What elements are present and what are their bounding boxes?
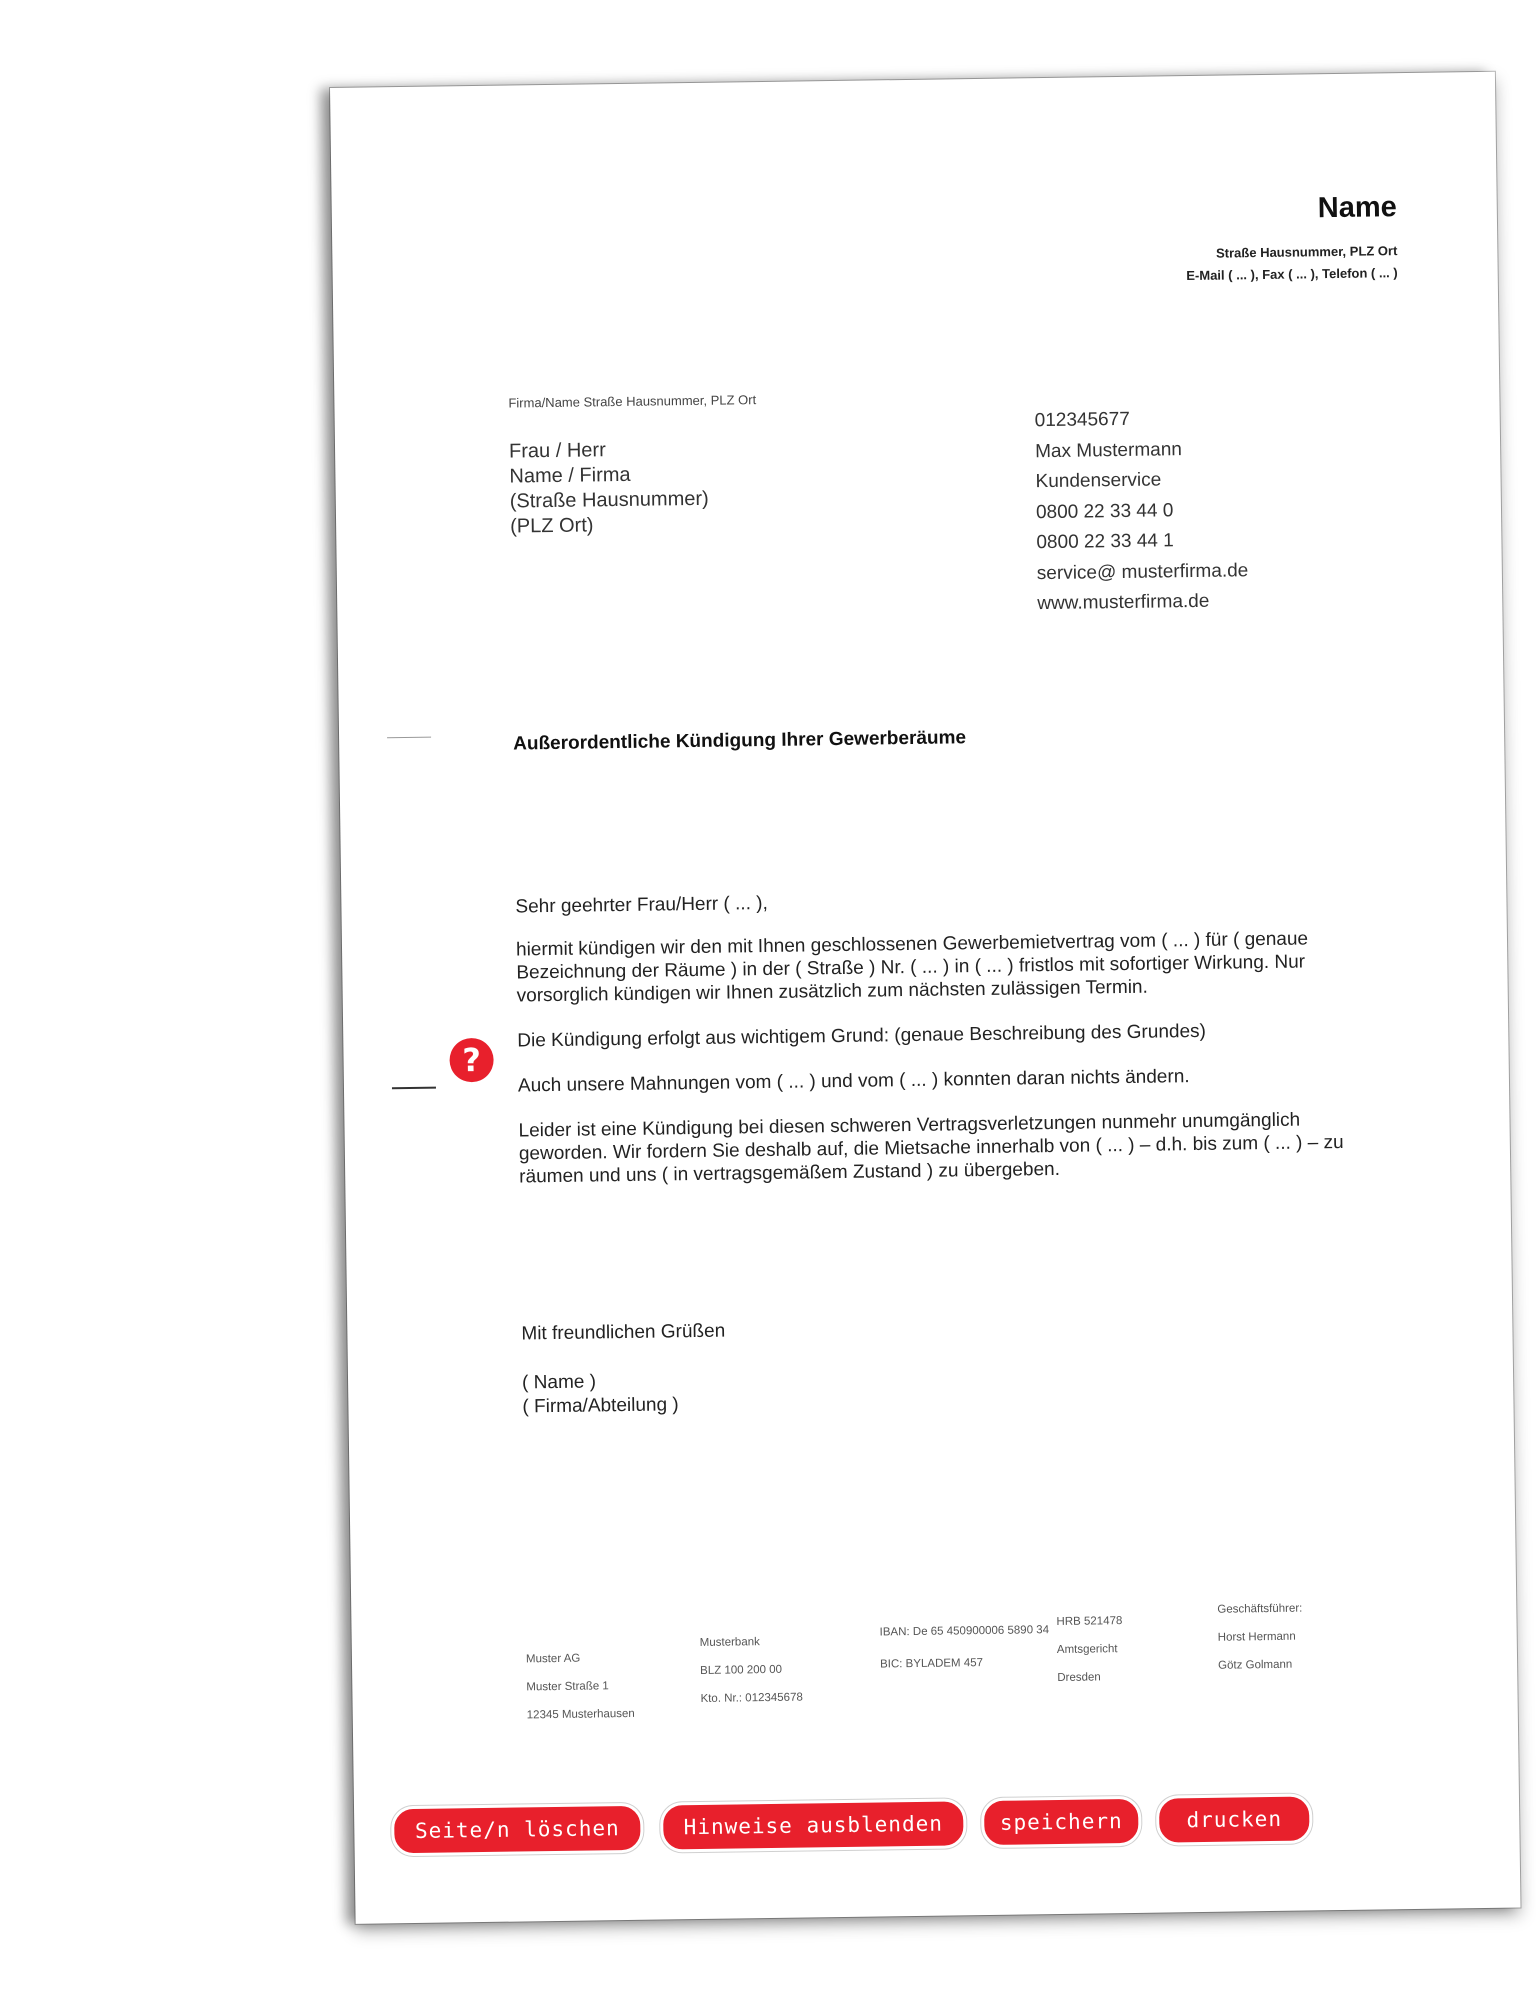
signature-line: ( Name )	[521, 1371, 597, 1394]
signature-line: ( Firma/Abteilung )	[522, 1394, 679, 1418]
footer-line: Dresden	[1057, 1671, 1101, 1685]
recipient-address	[509, 437, 709, 540]
fold-mark	[392, 1087, 436, 1090]
return-address: Firma/Name Straße Hausnummer, PLZ Ort	[508, 392, 757, 411]
contact-line: service@ musterfirma.de	[1036, 559, 1249, 584]
letter-page	[330, 72, 1521, 1924]
footer-management	[1217, 1595, 1303, 1680]
salutation: Sehr geehrter Frau/Herr ( ... ),	[515, 892, 768, 918]
footer-iban	[879, 1614, 1049, 1680]
footer-line: Musterbank	[699, 1636, 760, 1649]
help-icon[interactable]: ?	[449, 1038, 494, 1083]
footer-line: Horst Hermann	[1217, 1630, 1296, 1644]
contact-line: Kundenservice	[1035, 469, 1162, 493]
print-button[interactable]: drucken	[1156, 1793, 1313, 1845]
signature-block	[522, 1369, 679, 1419]
recipient-line: Name / Firma	[509, 463, 631, 488]
save-button[interactable]: speichern	[981, 1796, 1142, 1848]
recipient-line: (Straße Hausnummer)	[509, 487, 709, 513]
body-paragraph: Auch unsere Mahnungen vom ( ... ) und vom ( ... ) konnten daran nichts ändern.	[517, 1066, 1190, 1097]
body-paragraph: hiermit kündigen wir den mit Ihnen geschlossenen Gewerbemietvertrag vom ( ... ) für ( genaue Bezeichnung der Räume ) in der ( Straße ) Nr. ( ... ) in ( ... ) fristlos mit sofortiger Wirkung. Nur vorsorglich kündigen wir Ihnen zusätzlich zum nächsten zulässigen Termin.	[515, 928, 1309, 1007]
footer-bank	[700, 1628, 803, 1713]
contact-line: 0800 22 33 44 0	[1035, 499, 1174, 523]
footer-line: BIC: BYLADEM 457	[879, 1657, 984, 1671]
contact-line: Max Mustermann	[1034, 438, 1183, 462]
body-paragraph: Die Kündigung erfolgt aus wichtigem Grund: (genaue Beschreibung des Grundes)	[517, 1020, 1207, 1052]
contact-line: 0800 22 33 44 1	[1036, 530, 1174, 554]
closing: Mit freundlichen Grüßen	[521, 1320, 726, 1345]
footer-company	[526, 1644, 635, 1730]
letter-body	[515, 884, 1359, 1211]
letter-subject: Außerordentliche Kündigung Ihrer Gewerberäume	[513, 727, 967, 755]
recipient-line: (PLZ Ort)	[509, 514, 594, 538]
fold-mark	[387, 737, 431, 739]
footer-line: HRB 521478	[1056, 1615, 1123, 1629]
recipient-line: Frau / Herr	[508, 439, 606, 463]
delete-pages-button[interactable]: Seite/n löschen	[391, 1803, 644, 1857]
footer-line: Muster Straße 1	[526, 1680, 609, 1694]
hide-hints-button[interactable]: Hinweise ausblenden	[660, 1798, 967, 1852]
sender-address: Straße Hausnummer, PLZ Ort	[1215, 243, 1398, 261]
footer-register	[1056, 1607, 1123, 1692]
footer-line: IBAN: De 65 450900006 5890 34	[879, 1624, 1050, 1639]
sender-name: Name	[1317, 191, 1397, 225]
footer-line: Götz Golmann	[1218, 1658, 1293, 1672]
footer-line: 12345 Musterhausen	[526, 1707, 635, 1722]
footer-line: BLZ 100 200 00	[700, 1663, 783, 1677]
contact-line: www.musterfirma.de	[1037, 590, 1210, 615]
body-paragraph: Leider ist eine Kündigung bei diesen schweren Vertragsverletzungen nunmehr unumgänglich geworden. Wir fordern Sie deshalb auf, die Mietsache innerhalb von ( ... ) – d.h. bis zum ( ... ) – zu räumen und uns ( in vertragsgemäßem Zustand ) zu übergeben.	[518, 1109, 1344, 1188]
sender-contact-line: E-Mail ( ... ), Fax ( ... ), Telefon ( ... )	[1186, 265, 1398, 284]
footer-line: Muster AG	[525, 1652, 581, 1666]
contact-block	[1035, 403, 1249, 619]
footer-line: Geschäftsführer:	[1217, 1602, 1303, 1616]
contact-line: 012345677	[1034, 408, 1130, 432]
footer-line: Kto. Nr.: 012345678	[700, 1691, 803, 1705]
footer-line: Amtsgericht	[1056, 1643, 1118, 1657]
